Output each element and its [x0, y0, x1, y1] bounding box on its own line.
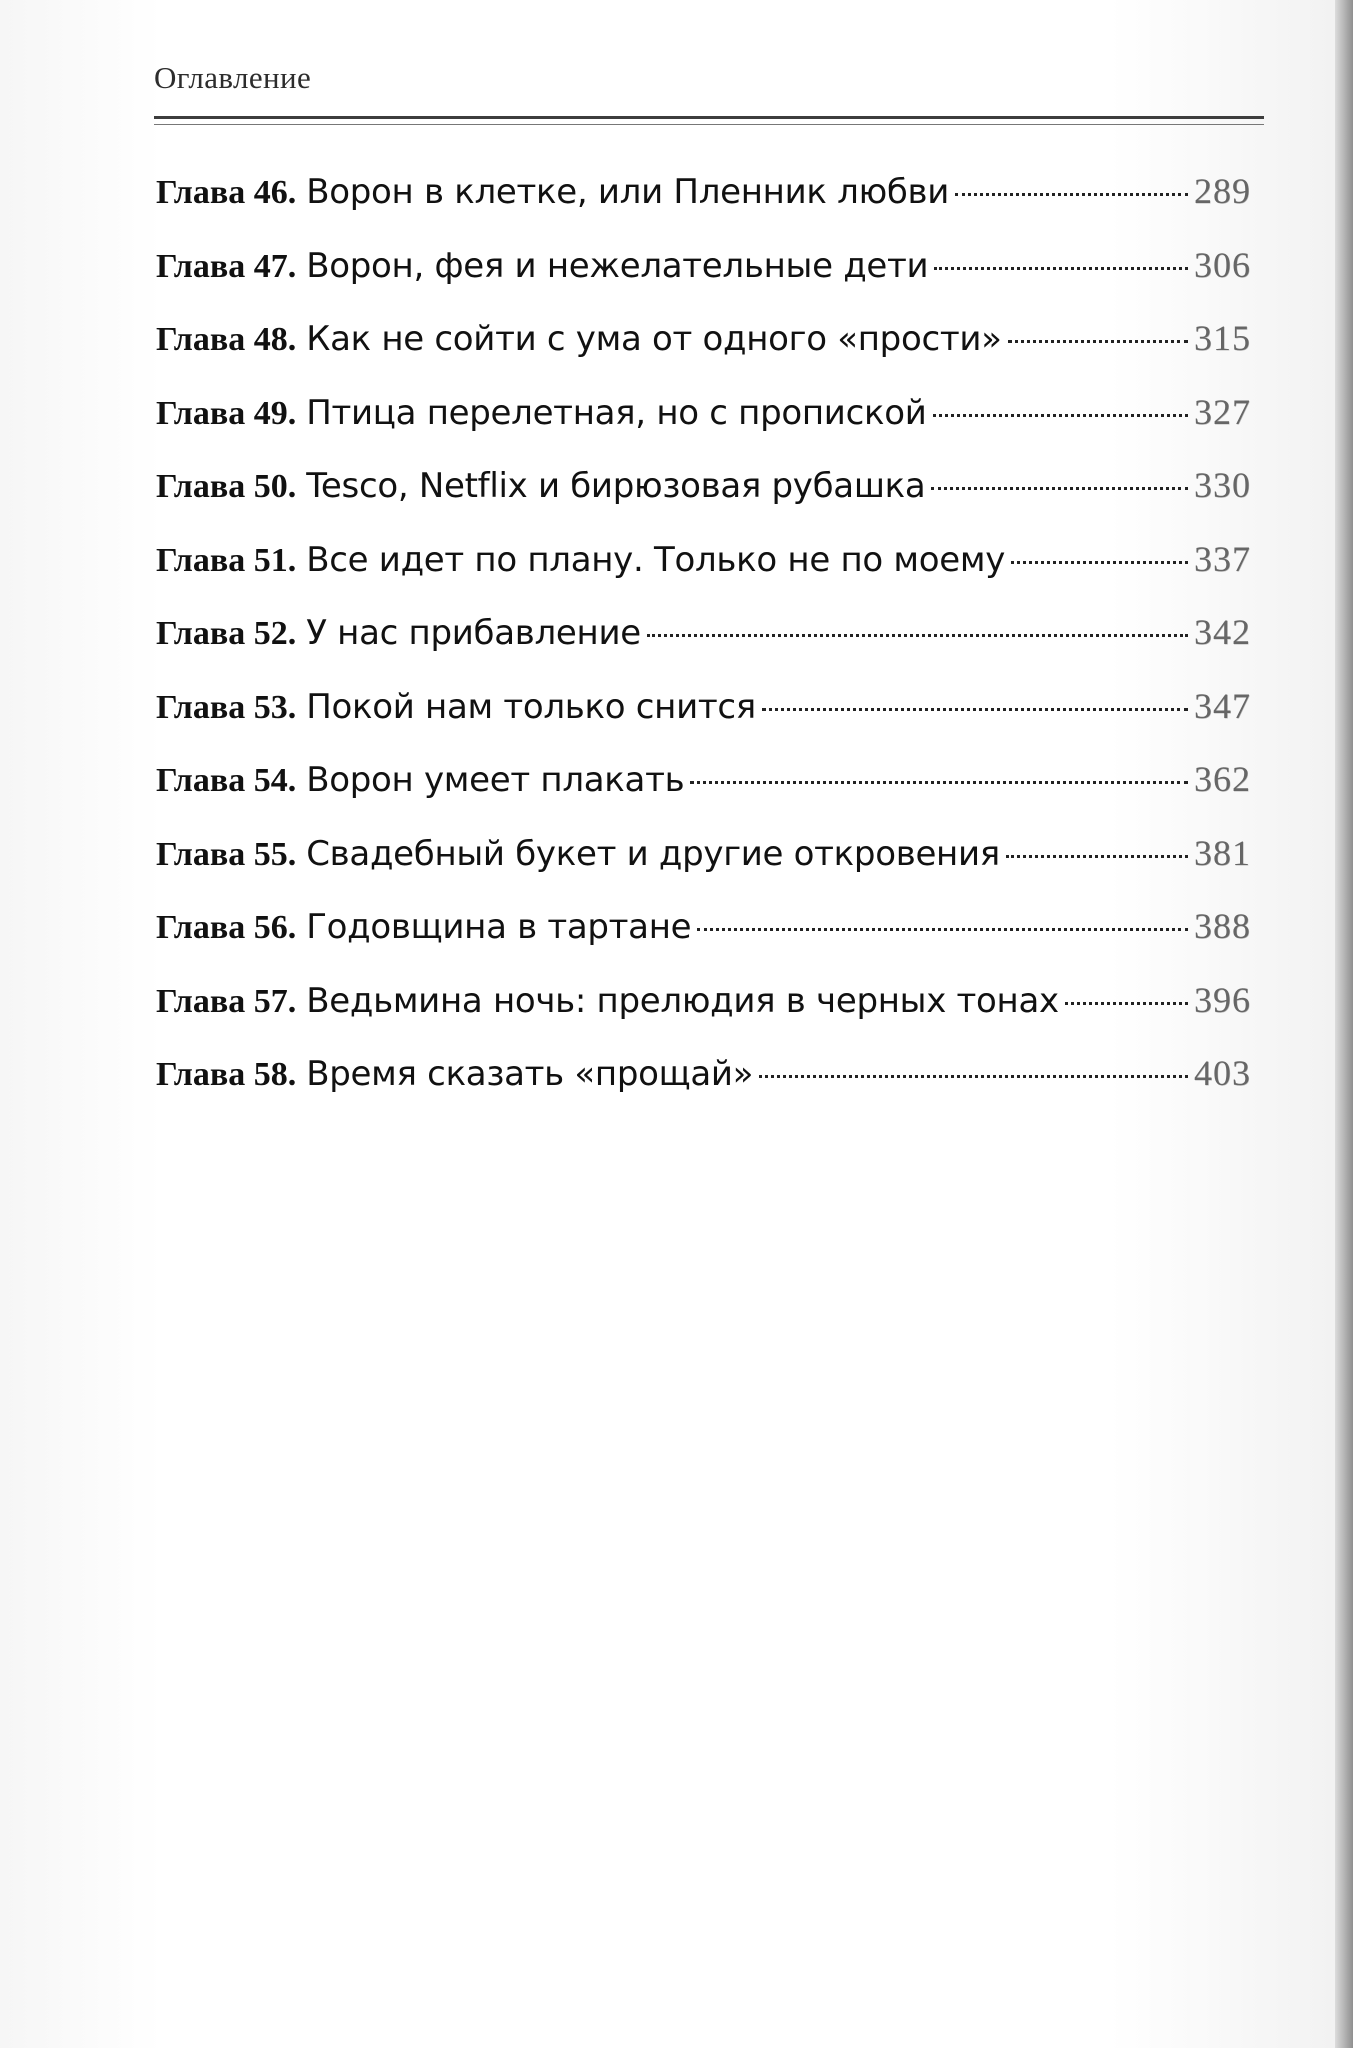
- page-number: 327: [1194, 391, 1251, 432]
- page-number: 347: [1194, 685, 1251, 726]
- chapter-number: Глава 57.: [156, 982, 297, 1020]
- dot-leader: [1006, 855, 1188, 858]
- chapter-number: Глава 53.: [156, 688, 297, 726]
- running-header-title: Оглавление: [154, 60, 312, 95]
- page-number: 337: [1194, 538, 1251, 579]
- page-number: 388: [1194, 906, 1251, 946]
- chapter-title: Ведьмина ночь: прелюдия в черных тонах: [306, 980, 1059, 1021]
- chapter-title: Годовщина в тартане: [306, 907, 692, 947]
- chapter-number: Глава 54.: [156, 762, 297, 799]
- dot-leader: [1011, 561, 1188, 564]
- chapter-title: Все идет по плану. Только не по моему: [306, 539, 1006, 580]
- table-of-contents: [156, 170, 1251, 1126]
- chapter-title: Tesco, Netflix и бирюзовая рубашка: [306, 466, 926, 506]
- dot-leader: [690, 781, 1188, 784]
- page-number: 315: [1194, 318, 1251, 358]
- page-number: 330: [1194, 465, 1251, 505]
- chapter-number: Глава 50.: [156, 468, 297, 505]
- chapter-title: Как не сойти с ума от одного «прости»: [306, 319, 1002, 359]
- chapter-number: Глава 52.: [156, 615, 297, 652]
- toc-entry[interactable]: [156, 611, 1251, 685]
- page-number: 289: [1194, 171, 1251, 211]
- page-number: 396: [1194, 979, 1251, 1020]
- toc-entry[interactable]: [156, 832, 1251, 906]
- dot-leader: [955, 193, 1188, 196]
- chapter-title: Свадебный букет и другие откровения: [306, 833, 1000, 874]
- chapter-number: Глава 58.: [156, 1056, 297, 1093]
- chapter-title: Ворон, фея и нежелательные дети: [306, 245, 929, 286]
- toc-entry[interactable]: [156, 758, 1251, 832]
- toc-entry[interactable]: [156, 464, 1251, 538]
- dot-leader: [931, 487, 1188, 490]
- chapter-number: Глава 46.: [156, 174, 297, 211]
- toc-entry[interactable]: [156, 538, 1251, 612]
- toc-entry[interactable]: [156, 685, 1251, 759]
- page-number: 306: [1194, 244, 1251, 285]
- toc-entry[interactable]: [156, 170, 1251, 244]
- dot-leader: [647, 634, 1188, 637]
- chapter-title: Ворон в клетке, или Пленник любви: [306, 172, 950, 212]
- chapter-number: Глава 56.: [156, 909, 297, 946]
- chapter-title: Ворон умеет плакать: [306, 760, 685, 800]
- toc-entry[interactable]: [156, 905, 1251, 979]
- page-number: 403: [1194, 1053, 1251, 1093]
- page-number: 362: [1194, 759, 1251, 799]
- chapter-number: Глава 51.: [156, 541, 297, 579]
- toc-entry[interactable]: [156, 244, 1251, 318]
- page-number: 381: [1194, 832, 1251, 873]
- chapter-number: Глава 55.: [156, 835, 297, 873]
- header-rule: [154, 116, 1264, 119]
- page-edge-shadow: [1335, 0, 1353, 2048]
- header-rule-thin: [154, 124, 1264, 125]
- toc-entry[interactable]: [156, 1052, 1251, 1126]
- chapter-number: Глава 47.: [156, 247, 297, 285]
- toc-entry[interactable]: [156, 391, 1251, 465]
- page-number: 342: [1194, 612, 1251, 652]
- dot-leader: [934, 267, 1188, 270]
- dot-leader: [1008, 340, 1188, 343]
- dot-leader: [762, 708, 1188, 711]
- chapter-number: Глава 48.: [156, 321, 297, 358]
- chapter-number: Глава 49.: [156, 394, 297, 432]
- toc-entry[interactable]: [156, 979, 1251, 1053]
- dot-leader: [759, 1075, 1188, 1078]
- dot-leader: [697, 928, 1188, 931]
- dot-leader: [1065, 1002, 1188, 1005]
- chapter-title: Птица перелетная, но с пропиской: [306, 392, 927, 433]
- dot-leader: [933, 414, 1188, 417]
- chapter-title: У нас прибавление: [306, 613, 641, 653]
- chapter-title: Время сказать «прощай»: [306, 1054, 754, 1094]
- chapter-title: Покой нам только снится: [306, 686, 756, 727]
- toc-entry[interactable]: [156, 317, 1251, 391]
